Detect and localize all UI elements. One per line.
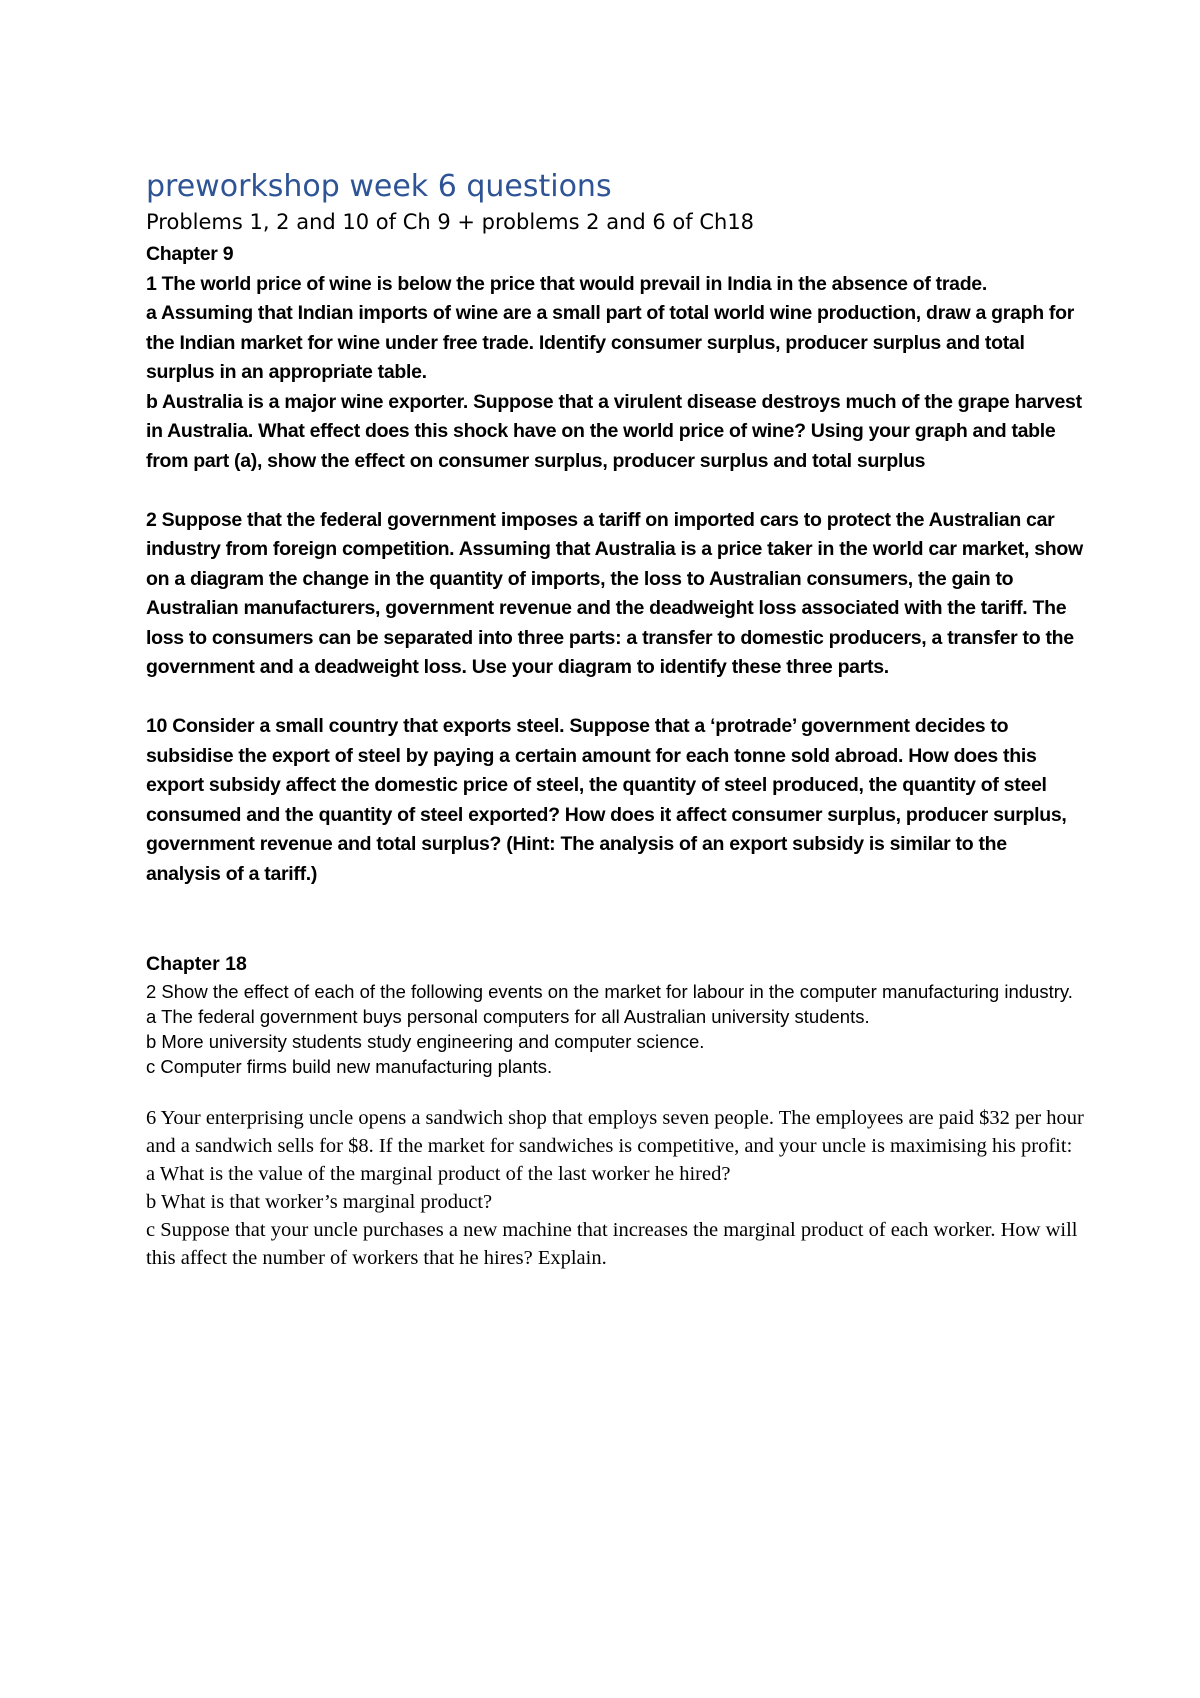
ch9-question-2: 2 Suppose that the federal government imposes a tariff on imported cars to protect the Australian car industry from foreign competition. Assuming that Australia is a price taker in the world car market, show on a diagram the change in the quantity of imports, the loss to Australian consumers, the gain to Australian manufacturers, government revenue and the deadweight loss associated with the tariff. The loss to consumers can be separated into three parts: a transfer to domestic producers, a transfer to the government and a deadweight loss. Use your diagram to identify these three parts. <box>146 508 1083 678</box>
ch18-question-6-intro: 6 Your enterprising uncle opens a sandwich shop that employs seven people. The employees are paid $32 per hour and a sandwich sells for $8. If the market for sandwiches is competitive, and your uncle is maximising his profit: <box>146 1107 1084 1157</box>
page-subtitle: Problems 1, 2 and 10 of Ch 9 + problems 2 and 6 of Ch18 <box>146 210 755 234</box>
ch18-question-6-part-a: a What is the value of the marginal product of the last worker he hired? <box>146 1163 731 1185</box>
paragraph-gap <box>146 1079 1086 1104</box>
ch18-question-2-part-c: c Computer firms build new manufacturing plants. <box>146 1056 553 1077</box>
ch18-question-6-part-b: b What is that worker’s marginal product? <box>146 1191 493 1213</box>
ch9-question-1-part-b: b Australia is a major wine exporter. Suppose that a virulent disease destroys much of the grape harvest in Australia. What effect does this shock have on the world price of wine? Using your graph and table from part (a), show the effect on consumer surplus, producer surplus and total surplus <box>146 390 1082 472</box>
chapter-18-heading: Chapter 18 <box>146 953 247 975</box>
ch9-question-1-part-a: a Assuming that Indian imports of wine are a small part of total world wine production, draw a graph for the Indian market for wine under free trade. Identify consumer surplus, producer surplus and total surplus in an appropriate table. <box>146 302 1075 383</box>
page-title: preworkshop week 6 questions <box>146 169 612 204</box>
ch18-question-2-part-a: a The federal government buys personal computers for all Australian university students. <box>146 1006 870 1027</box>
paragraph-gap <box>146 476 1086 506</box>
section-gap <box>146 889 1086 949</box>
chapter-9-heading: Chapter 9 <box>146 243 234 265</box>
ch18-question-2-part-b: b More university students study engineering and computer science. <box>146 1031 705 1052</box>
document-body <box>146 168 1086 1272</box>
ch18-question-6-block <box>146 1104 1086 1272</box>
ch9-question-1-intro: 1 The world price of wine is below the price that would prevail in India in the absence of trade. <box>146 272 987 295</box>
ch9-question-10: 10 Consider a small country that exports steel. Suppose that a ‘protrade’ government decides to subsidise the export of steel by paying a certain amount for each tonne sold abroad. How does this export subsidy affect the domestic price of steel, the quantity of steel produced, the quantity of steel consumed and the quantity of steel exported? How does it affect consumer surplus, producer surplus, government revenue and total surplus? (Hint: The analysis of an export subsidy is similar to the analysis of a tariff.) <box>146 715 1067 885</box>
chapter-9-section <box>146 240 1086 889</box>
paragraph-gap <box>146 683 1086 713</box>
ch18-question-2-block <box>146 979 1086 1079</box>
ch18-question-2-intro: 2 Show the effect of each of the following events on the market for labour in the computer manufacturing industry. <box>146 981 1073 1002</box>
ch18-question-6-part-c: c Suppose that your uncle purchases a new machine that increases the marginal product of each worker. How will this affect the number of workers that he hires? Explain. <box>146 1219 1078 1269</box>
chapter-18-section <box>146 949 1086 1272</box>
